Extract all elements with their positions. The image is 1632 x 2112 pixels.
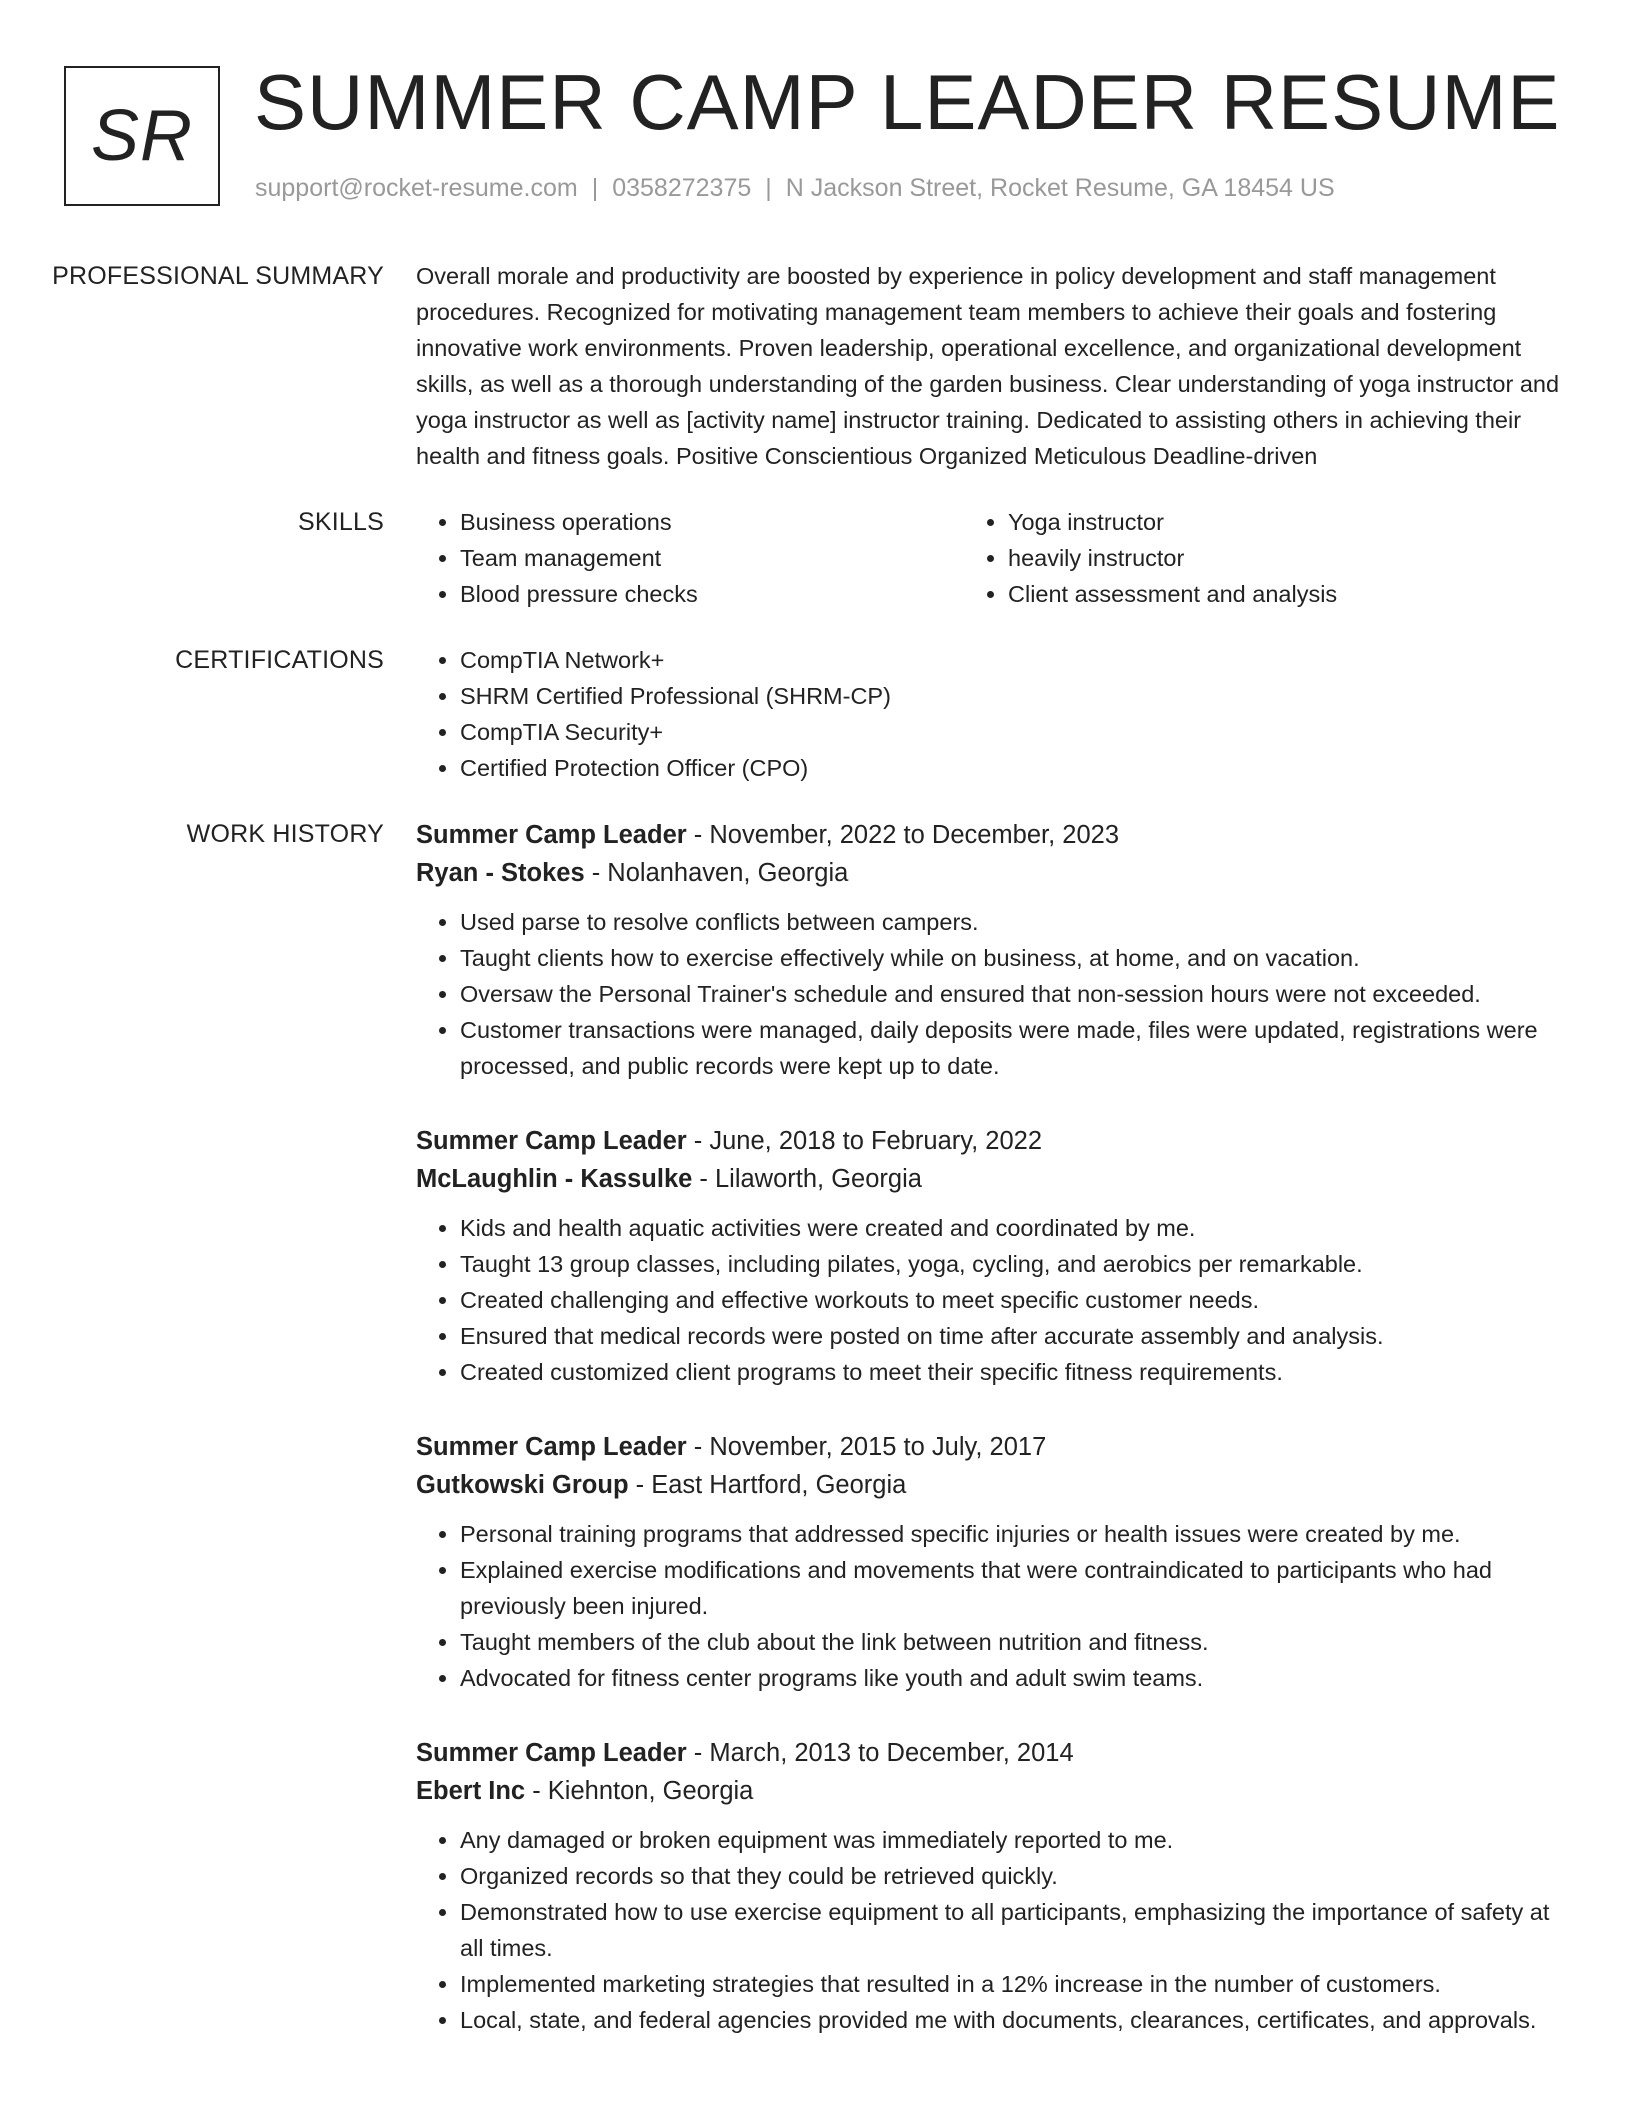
- section-body: [416, 816, 1566, 2076]
- certification-item: • CompTIA Network+: [460, 642, 1566, 678]
- contact-separator: |: [765, 174, 772, 202]
- skills-column-left: [416, 504, 964, 612]
- resume-content: [0, 258, 1632, 2076]
- section-professional-summary: [0, 258, 1632, 474]
- skills-grid: [416, 504, 1566, 612]
- job-location: - Lilaworth, Georgia: [692, 1165, 922, 1193]
- job-title-line: [416, 1122, 1566, 1160]
- certification-item: • SHRM Certified Professional (SHRM-CP): [460, 678, 1566, 714]
- skills-list: [416, 504, 964, 612]
- job-duty: • Oversaw the Personal Trainer's schedule and ensured that non-session hours were not exceeded.: [460, 976, 1566, 1012]
- section-body: [416, 642, 1566, 786]
- job-duty: • Any damaged or broken equipment was immediately reported to me.: [460, 1822, 1566, 1858]
- certifications-list: [416, 642, 1566, 786]
- job-duty: • Explained exercise modifications and movements that were contraindicated to participants who had previously been injured.: [460, 1552, 1566, 1624]
- job-duty: • Taught members of the club about the link between nutrition and fitness.: [460, 1624, 1566, 1660]
- job-duty: • Taught clients how to exercise effectively while on business, at home, and on vacation.: [460, 940, 1566, 976]
- job-duty: • Organized records so that they could be retrieved quickly.: [460, 1858, 1566, 1894]
- job-duty: • Ensured that medical records were posted on time after accurate assembly and analysis.: [460, 1318, 1566, 1354]
- monogram-logo: [64, 66, 220, 206]
- skill-item: • Yoga instructor: [1008, 504, 1512, 540]
- job-duty: • Created challenging and effective workouts to meet specific customer needs.: [460, 1282, 1566, 1318]
- section-body: [416, 258, 1566, 474]
- section-label: PROFESSIONAL SUMMARY: [52, 262, 384, 290]
- section-skills: [0, 504, 1632, 612]
- contact-email[interactable]: support@rocket-resume.com: [255, 174, 578, 202]
- job-dates: - November, 2022 to December, 2023: [686, 821, 1120, 849]
- job-company: Gutkowski Group: [416, 1471, 629, 1499]
- skill-item: • Client assessment and analysis: [1008, 576, 1512, 612]
- job-duties-list: [416, 1516, 1566, 1696]
- skills-list: [964, 504, 1512, 612]
- certification-item: • Certified Protection Officer (CPO): [460, 750, 1566, 786]
- job-company: Ryan - Stokes: [416, 859, 585, 887]
- job-duties-list: [416, 1822, 1566, 2038]
- section-label: CERTIFICATIONS: [175, 646, 384, 674]
- job-title: Summer Camp Leader: [416, 1127, 687, 1155]
- job-dates: - November, 2015 to July, 2017: [686, 1433, 1047, 1461]
- job-duty: • Local, state, and federal agencies provided me with documents, clearances, certificates, and approvals.: [460, 2002, 1566, 2038]
- section-work-history: [0, 816, 1632, 2076]
- job-company-line: [416, 1772, 1566, 1810]
- job-title: Summer Camp Leader: [416, 1739, 687, 1767]
- job-duty: • Used parse to resolve conflicts between campers.: [460, 904, 1566, 940]
- skill-item: • Blood pressure checks: [460, 576, 964, 612]
- skill-item: • heavily instructor: [1008, 540, 1512, 576]
- skill-item: • Team management: [460, 540, 964, 576]
- section-label: WORK HISTORY: [186, 820, 384, 848]
- summary-text: Overall morale and productivity are boosted by experience in policy development and staff management procedures. Recognized for motivating management team members to achieve their goals and fostering innovative work environments. Proven leadership, operational excellence, and organizational development skills, as well as a thorough understanding of the garden business. Clear understanding of yoga instructor and yoga instructor as well as [activity name] instructor training. Dedicated to assisting others in achieving their health and fitness goals. Positive Conscientious Organized Meticulous Deadline-driven: [416, 263, 1560, 469]
- job-company-line: [416, 854, 1566, 892]
- job-location: - Nolanhaven, Georgia: [584, 859, 849, 887]
- job-entry: [416, 1122, 1566, 1390]
- job-duty: • Advocated for fitness center programs like youth and adult swim teams.: [460, 1660, 1566, 1696]
- job-duty: • Demonstrated how to use exercise equipment to all participants, emphasizing the importance of safety at all times.: [460, 1894, 1566, 1966]
- job-location: - East Hartford, Georgia: [628, 1471, 907, 1499]
- job-entry: [416, 816, 1566, 1084]
- job-entry: [416, 1734, 1566, 2038]
- section-certifications: [0, 642, 1632, 786]
- job-dates: - March, 2013 to December, 2014: [686, 1739, 1074, 1767]
- skills-column-right: [964, 504, 1512, 612]
- resume-title: SUMMER CAMP LEADER RESUME: [254, 58, 1561, 146]
- job-company: McLaughlin - Kassulke: [416, 1165, 693, 1193]
- job-duty: • Taught 13 group classes, including pilates, yoga, cycling, and aerobics per remarkable.: [460, 1246, 1566, 1282]
- job-entry: [416, 1428, 1566, 1696]
- job-duties-list: [416, 1210, 1566, 1390]
- job-duty: • Created customized client programs to meet their specific fitness requirements.: [460, 1354, 1566, 1390]
- job-title-line: [416, 1428, 1566, 1466]
- job-duty: • Personal training programs that addressed specific injuries or health issues were created by me.: [460, 1516, 1566, 1552]
- job-location: - Kiehnton, Georgia: [525, 1777, 754, 1805]
- job-duty: • Customer transactions were managed, daily deposits were made, files were updated, registrations were processed, and public records were kept up to date.: [460, 1012, 1566, 1084]
- job-duty: • Implemented marketing strategies that resulted in a 12% increase in the number of customers.: [460, 1966, 1566, 2002]
- job-company-line: [416, 1160, 1566, 1198]
- certification-item: • CompTIA Security+: [460, 714, 1566, 750]
- job-duties-list: [416, 904, 1566, 1084]
- contact-separator: |: [591, 174, 599, 202]
- monogram-initials: SR: [90, 96, 194, 176]
- job-company-line: [416, 1466, 1566, 1504]
- job-title-line: [416, 816, 1566, 854]
- job-duty: • Kids and health aquatic activities were created and coordinated by me.: [460, 1210, 1566, 1246]
- contact-address: N Jackson Street, Rocket Resume, GA 18454 US: [785, 174, 1335, 202]
- job-company: Ebert Inc: [416, 1777, 526, 1805]
- job-title: Summer Camp Leader: [416, 1433, 687, 1461]
- section-label: SKILLS: [298, 508, 384, 536]
- contact-line: [255, 174, 1335, 203]
- skill-item: • Business operations: [460, 504, 964, 540]
- job-title: Summer Camp Leader: [416, 821, 687, 849]
- job-dates: - June, 2018 to February, 2022: [686, 1127, 1043, 1155]
- contact-phone[interactable]: 0358272375: [612, 174, 752, 202]
- section-body: [416, 504, 1566, 612]
- job-title-line: [416, 1734, 1566, 1772]
